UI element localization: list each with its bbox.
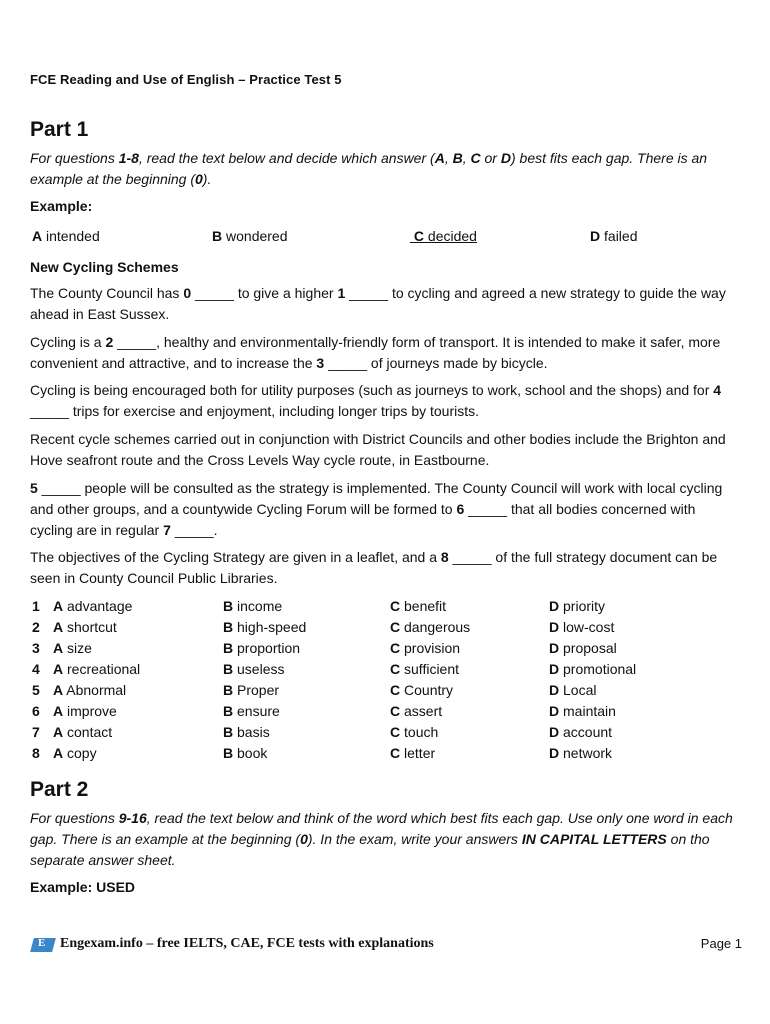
footer-site-text: Engexam.info – free IELTS, CAE, FCE tests with explanations xyxy=(60,936,434,951)
paragraph-2: Cycling is a 2 _____, healthy and environmentally-friendly form of transport. It is intended to make it safer, more convenient and attractive, and to increase the 3 _____ of journeys made by bicycle. xyxy=(30,334,721,371)
part2-heading: Part 2 xyxy=(30,778,89,801)
paragraph-6: The objectives of the Cycling Strategy are given in a leaflet, and a 8 _____ of the full strategy document can be seen in County Council Public Libraries. xyxy=(30,549,718,586)
question-row-3: 3 A size B proportion C provision D proposal xyxy=(32,640,617,656)
document-title: FCE Reading and Use of English – Practice Test 5 xyxy=(30,72,342,87)
question-row-1: 1 A advantage B income C benefit D priority xyxy=(32,598,606,614)
paragraph-3: Cycling is being encouraged both for utility purposes (such as journeys to work, school and the shops) and for 4 _____ trips for exercise and enjoyment, including longer trips by tourists. xyxy=(30,382,722,419)
answer-options-table xyxy=(30,598,742,766)
example-option-d: D failed xyxy=(590,228,638,244)
text-title: New Cycling Schemes xyxy=(30,259,179,275)
part2-example-label: Example: USED xyxy=(30,879,136,895)
part1-heading: Part 1 xyxy=(30,118,89,141)
part1-example-label: Example: xyxy=(30,198,93,214)
question-row-8: 8 A copy B book C letter D network xyxy=(32,745,613,761)
page-number: Page 1 xyxy=(700,936,742,951)
question-row-7: 7 A contact B basis C touch D account xyxy=(32,724,613,740)
part1-instructions: For questions 1-8, read the text below and decide which answer (A, B, C or D) best fits each gap. There is an example at the beginning (0). xyxy=(30,150,708,187)
question-row-6: 6 A improve B ensure C assert D maintain xyxy=(32,703,616,719)
question-row-5: 5 A Abnormal B Proper C Country D Local xyxy=(32,682,597,698)
part2-instructions: For questions 9-16, read the text below and think of the word which best fits each gap. Use only one word in each gap. There is an example at the beginning (0). In the exam, write your answers IN CAPITAL LETTERS on tho separate answer sheet. xyxy=(30,810,733,868)
engexam-logo-letter: E xyxy=(38,937,46,949)
paragraph-5: 5 _____ people will be consulted as the strategy is implemented. The County Council will work with local cycling and other groups, and a countywide Cycling Forum will be formed to 6 _____ that all bodies concerned with cycling are in regular 7 _____. xyxy=(30,480,723,538)
question-row-4: 4 A recreational B useless C sufficient D promotional xyxy=(32,661,637,677)
page-footer xyxy=(30,936,742,956)
paragraph-4: Recent cycle schemes carried out in conjunction with District Councils and other bodies include the Brighton and Hove seafront route and the Cross Levels Way cycle route, in Eastbourne. xyxy=(30,431,726,468)
example-option-a: A intended xyxy=(32,228,100,244)
paragraph-1: The County Council has 0 _____ to give a higher 1 _____ to cycling and agreed a new strategy to guide the way ahead in East Sussex. xyxy=(30,285,726,322)
question-row-2: 2 A shortcut B high-speed C dangerous D low-cost xyxy=(32,619,615,635)
example-option-b: B wondered xyxy=(212,228,288,244)
example-option-c-answer: C decided xyxy=(413,228,477,244)
part1-example-options xyxy=(30,228,742,248)
